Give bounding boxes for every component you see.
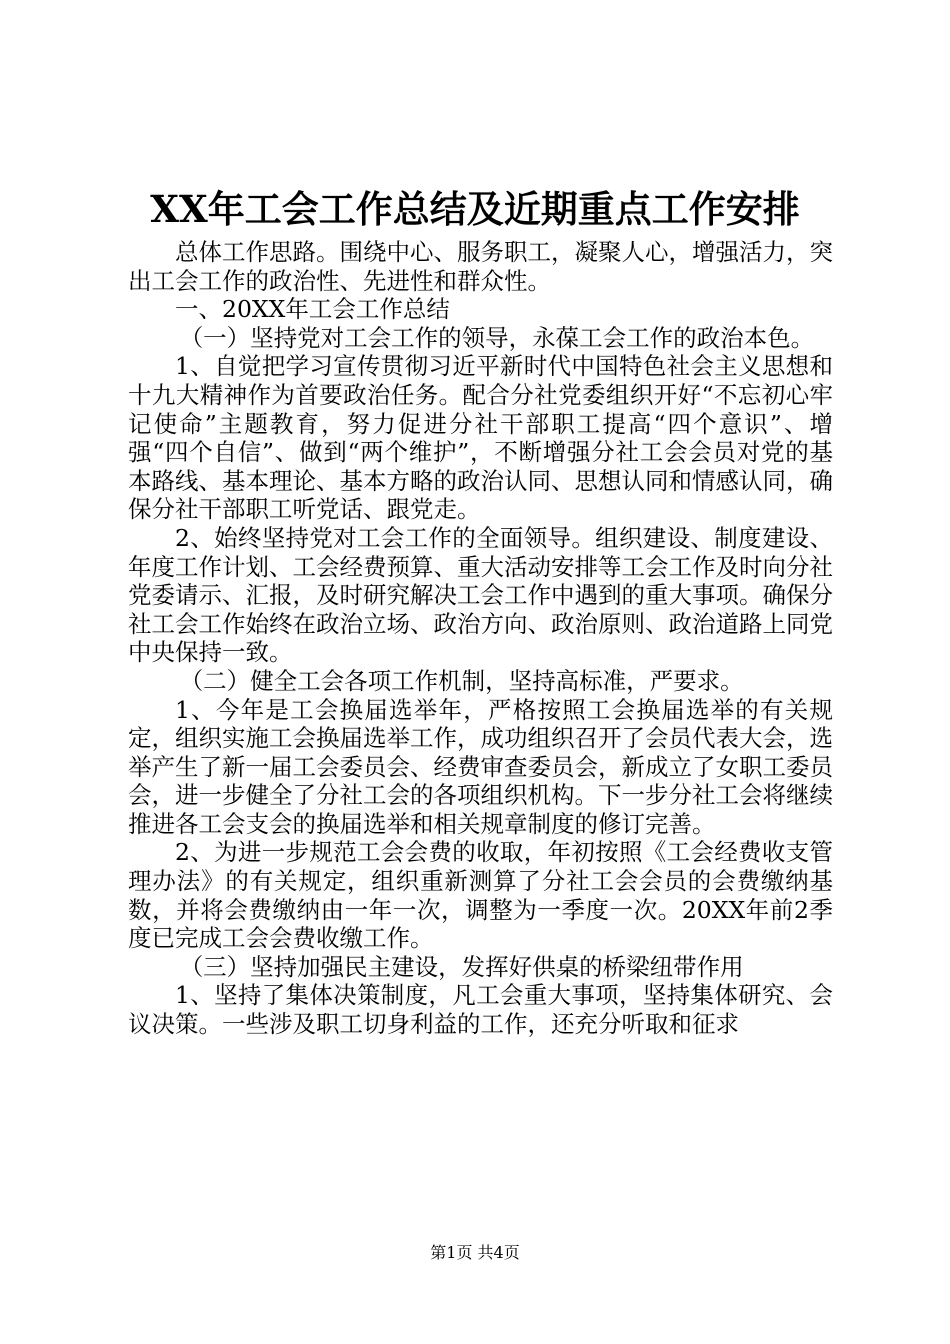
paragraph-item-1-1: 1、自觉把学习宣传贯彻习近平新时代中国特色社会主义思想和十九大精神作为首要政治任务。配合分社党委组织开好“不忘初心牢记使命”主题教育，努力促进分社干部职工提高“四个意识”、增强“四个自信”、做到“两个维护”，不断增强分社工会会员对党的基本路线、基本理论、基本方略的政治认同、思想认同和情感认同，确保分社干部职工听党话、跟党走。 <box>128 352 833 524</box>
document-body <box>128 238 833 1039</box>
paragraph-item-1-2: 2、始终坚持党对工会工作的全面领导。组织建设、制度建设、年度工作计划、工会经费预算、重大活动安排等工会工作及时向分社党委请示、汇报，及时研究解决工会工作中遇到的重大事项。确保分社工会工作始终在政治立场、政治方向、政治原则、政治道路上同党中央保持一致。 <box>128 523 833 667</box>
paragraph-item-2-2: 2、为进一步规范工会会费的收取，年初按照《工会经费收支管理办法》的有关规定，组织重新测算了分社工会会员的会费缴纳基数，并将会费缴纳由一年一次，调整为一季度一次。20XX年前2季度已完成工会会费收缴工作。 <box>128 838 833 953</box>
heading-subsection-3: （三）坚持加强民主建设，发挥好供桌的桥梁纽带作用 <box>179 952 744 981</box>
page-number-footer: 第1页 共4页 <box>430 1243 520 1262</box>
heading-section-1: 一、20XX年工会工作总结 <box>175 295 450 324</box>
heading-subsection-2: （二）健全工会各项工作机制，坚持高标准，严要求。 <box>179 666 744 695</box>
paragraph-item-2-1: 1、今年是工会换届选举年，严格按照工会换届选举的有关规定，组织实施工会换届选举工作，成功组织召开了会员代表大会，选举产生了新一届工会委员会、经费审查委员会，新成立了女职工委员会，进一步健全了分社工会的各项组织机构。下一步分社工会将继续推进各工会支会的换届选举和相关规章制度的修订完善。 <box>128 695 833 838</box>
heading-subsection-1: （一）坚持党对工会工作的领导，永葆工会工作的政治本色。 <box>179 323 815 352</box>
paragraph-overall-approach: 总体工作思路。围绕中心、服务职工，凝聚人心，增强活力，突出工会工作的政治性、先进性和群众性。 <box>128 238 833 295</box>
document-title: XX年工会工作总结及近期重点工作安排 <box>150 187 800 231</box>
paragraph-item-3-1: 1、坚持了集体决策制度，凡工会重大事项，坚持集体研究、会议决策。一些涉及职工切身利益的工作，还充分听取和征求 <box>128 981 833 1039</box>
